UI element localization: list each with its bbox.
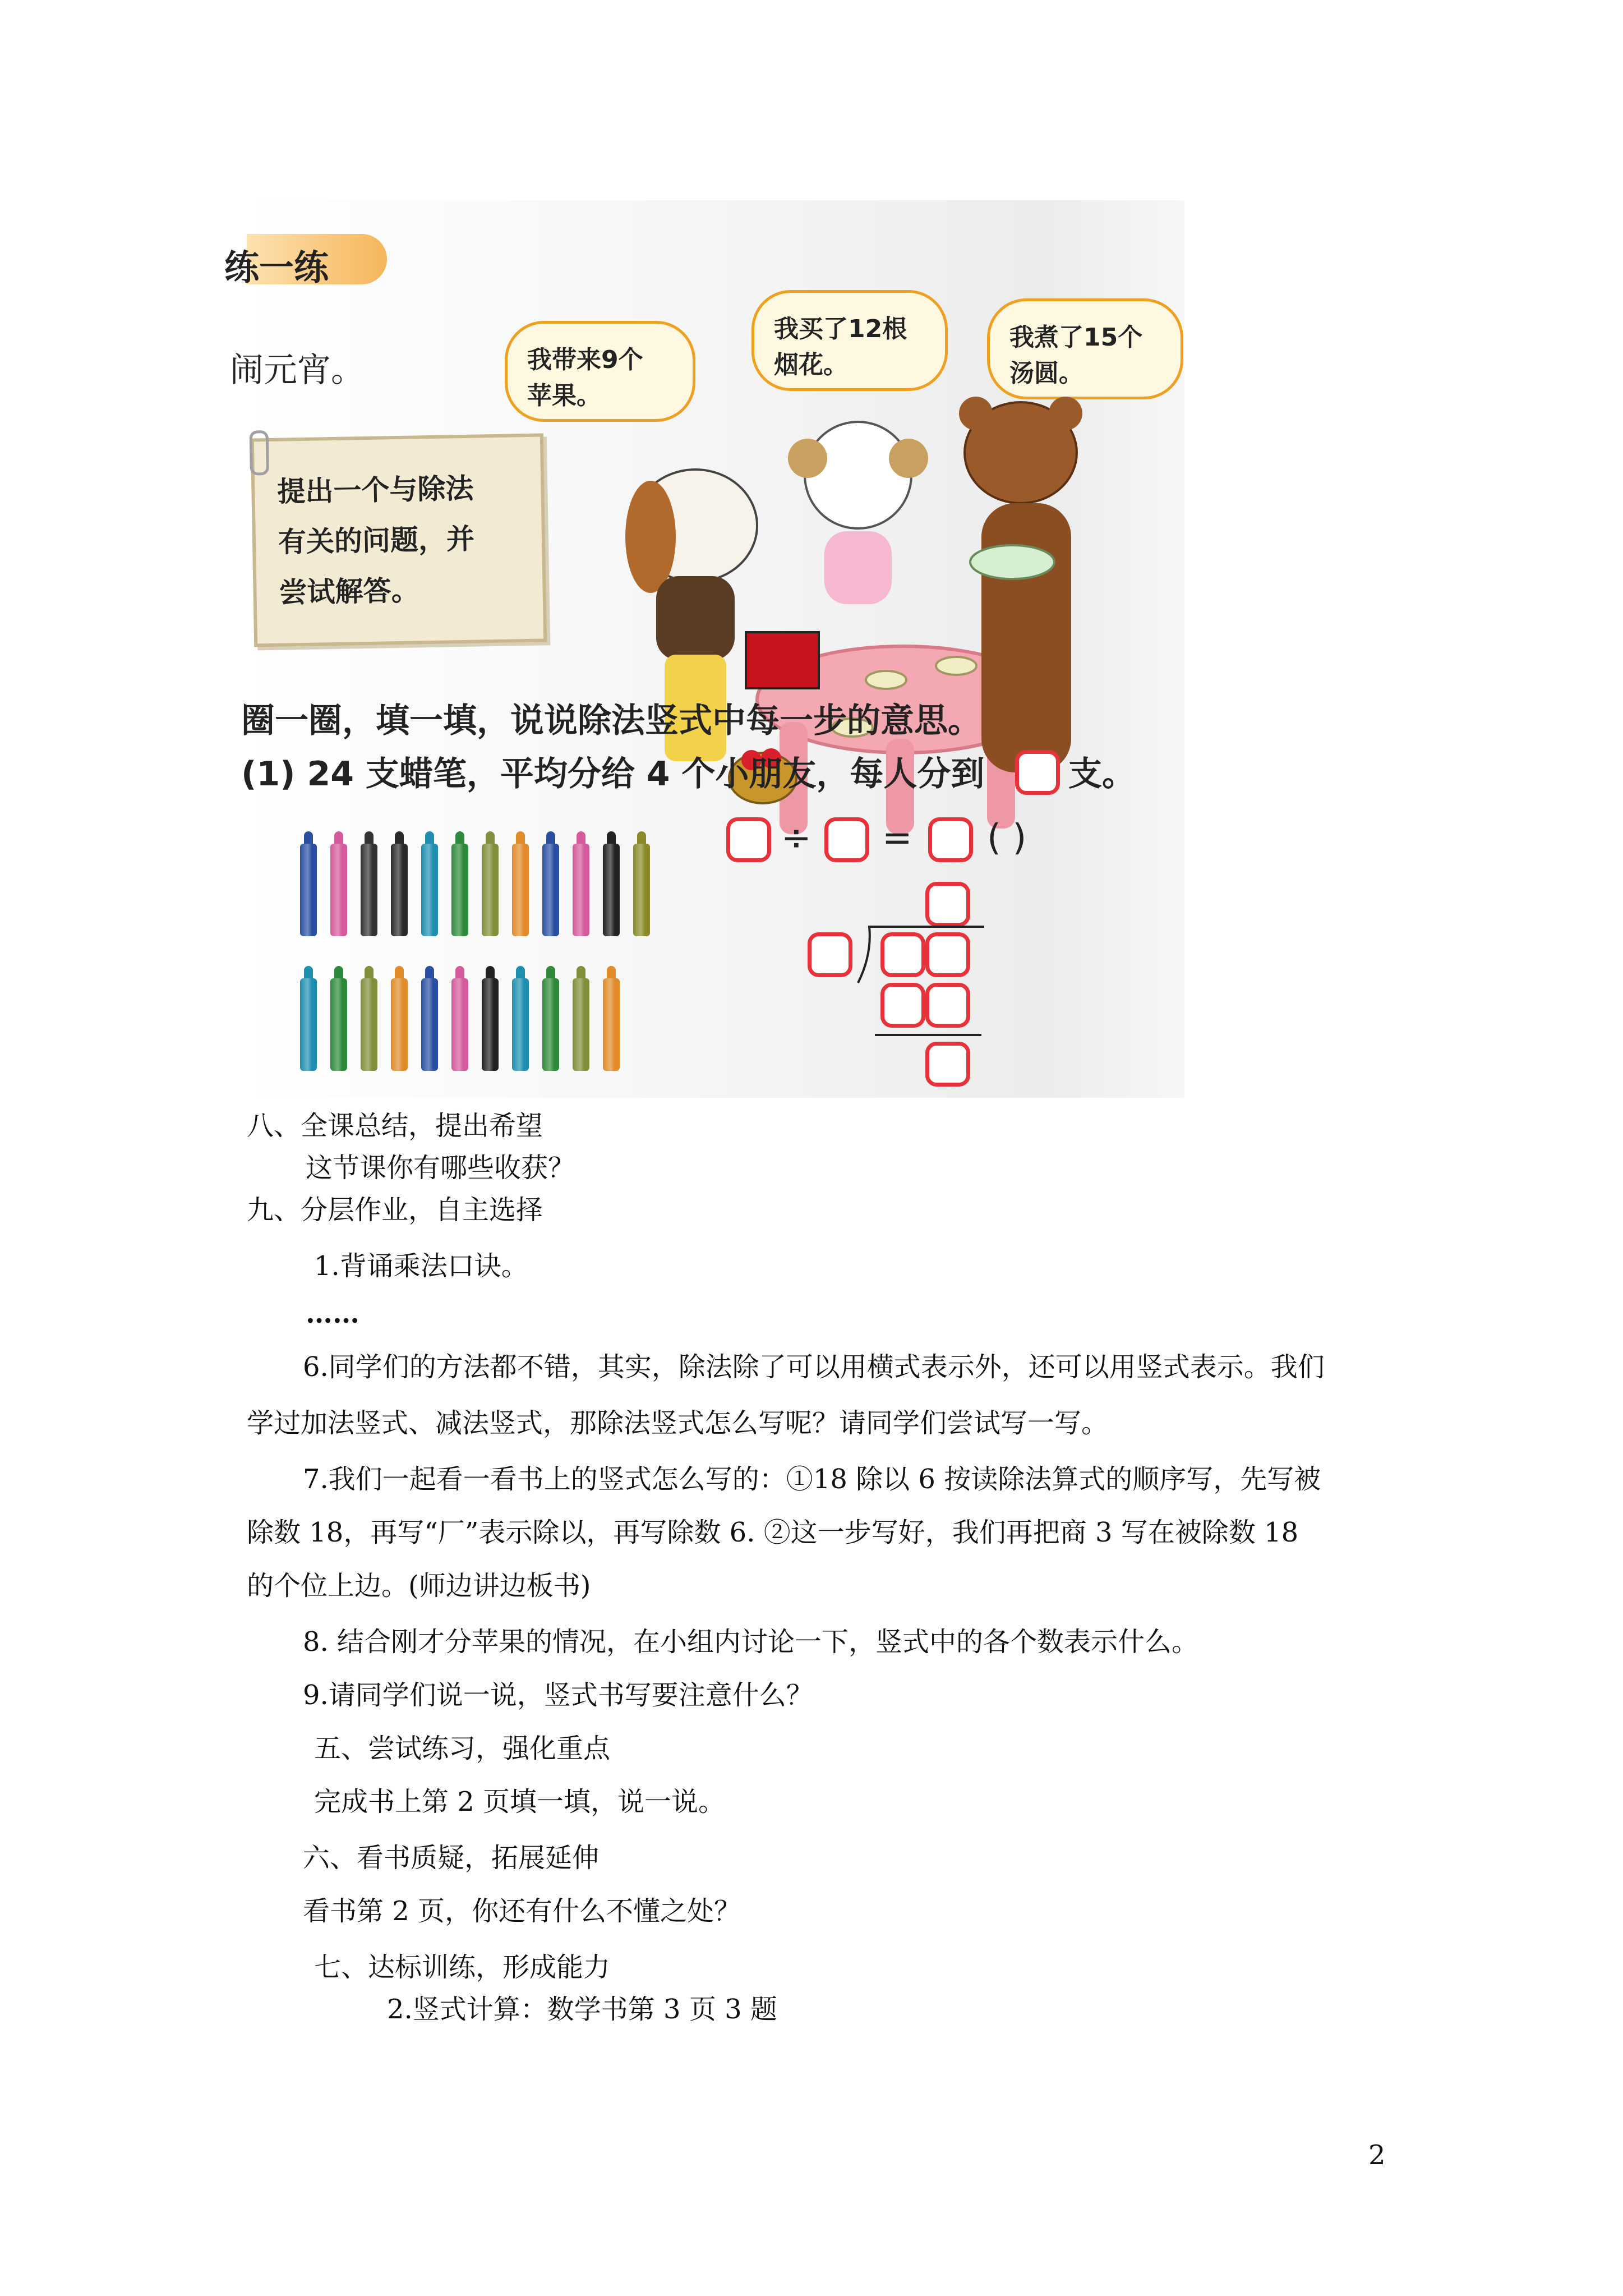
section-seven-item: 2.竖式计算：数学书第 3 页 3 题	[387, 1994, 777, 2025]
bear-bubble-line-1: 我煮了15个	[1009, 323, 1143, 352]
quotient-box[interactable]	[928, 817, 973, 862]
crayon	[603, 978, 620, 1071]
paragraph-6-line-2: 学过加法竖式、减法竖式，那除法竖式怎么写呢？请同学们尝试写一写。	[247, 1407, 1109, 1439]
paragraph-7-line-2: 除数 18，再写“厂”表示除以，再写除数 6. ②这一步写好，我们再把商 3 写在被除数 18	[247, 1517, 1299, 1548]
crayon	[542, 844, 559, 936]
crayon	[512, 978, 529, 1071]
sheep-horn-left	[788, 439, 827, 478]
section-five-text: 完成书上第 2 页填一填，说一说。	[314, 1786, 726, 1818]
sheep-speech-bubble	[751, 290, 948, 391]
divide-sign: ÷	[781, 817, 811, 859]
firework-box	[746, 632, 819, 688]
note-line-1: 提出一个与除法	[276, 472, 474, 508]
equals-sign: =	[882, 817, 912, 859]
crayon	[391, 978, 408, 1071]
dog-bubble-line-2: 苹果。	[527, 381, 601, 410]
tangyuan-bowl	[970, 545, 1054, 579]
product-ones-box[interactable]	[925, 983, 970, 1028]
section-eight-heading: 八、全课总结，提出希望	[247, 1110, 543, 1142]
long-division-divisor-box[interactable]	[808, 932, 852, 977]
crayon-row-2	[300, 966, 637, 1073]
problem-unit: 支。	[1068, 754, 1136, 794]
ellipsis: ……	[306, 1298, 359, 1329]
crayon	[330, 844, 347, 936]
product-tens-box[interactable]	[880, 983, 925, 1028]
paperclip-icon	[250, 430, 269, 476]
bear-ear-right	[1049, 397, 1082, 430]
bear-speech-bubble	[987, 298, 1183, 399]
bear-body	[981, 503, 1071, 772]
dividend-box[interactable]	[726, 817, 771, 862]
dog-bubble-line-1: 我带来9个	[527, 346, 643, 374]
crayon	[330, 978, 347, 1071]
bowl-2	[936, 657, 976, 675]
crayon	[361, 844, 377, 936]
question-note	[251, 433, 547, 647]
crayon	[573, 978, 589, 1071]
crayon	[512, 844, 529, 936]
divisor-box[interactable]	[824, 817, 869, 862]
sheep-horn-right	[889, 439, 928, 478]
crayon	[451, 978, 468, 1071]
paragraph-7-line-1: 7.我们一起看一看书上的竖式怎么写的：①18 除以 6 按读除法算式的顺序写，先写被	[303, 1464, 1321, 1495]
note-line-3: 尝试解答。	[279, 574, 420, 609]
crayon	[451, 844, 468, 936]
remainder-box[interactable]	[925, 1042, 970, 1087]
dog-ear	[625, 481, 676, 593]
unit-paren: ( )	[987, 817, 1027, 859]
bowl-1	[866, 671, 906, 689]
sheep-bubble-line-2: 烟花。	[774, 351, 848, 379]
homework-item-1: 1.背诵乘法口诀。	[314, 1250, 528, 1282]
answer-box[interactable]	[1015, 750, 1060, 795]
crayon	[603, 844, 620, 936]
crayon	[573, 844, 589, 936]
dividend-tens-box[interactable]	[880, 932, 925, 977]
sheep-body	[824, 531, 892, 604]
crayon	[482, 978, 499, 1071]
paragraph-6-line-1: 6.同学们的方法都不错，其实，除法除了可以用横式表示外，还可以用竖式表示。我们	[303, 1351, 1325, 1383]
dividend-ones-box[interactable]	[925, 932, 970, 977]
section-six-heading: 六、看书质疑，拓展延伸	[303, 1842, 600, 1874]
page-number: 2	[1368, 2139, 1386, 2171]
paragraph-8: 8. 结合刚才分苹果的情况，在小组内讨论一下，竖式中的各个数表示什么。	[303, 1626, 1199, 1658]
crayon	[482, 844, 499, 936]
long-division-quotient-box[interactable]	[925, 882, 970, 927]
paragraph-9: 9.请同学们说一说，竖式书写要注意什么？	[303, 1680, 813, 1711]
section-seven-heading: 七、达标训练，形成能力	[314, 1952, 611, 1983]
bear-bubble-line-2: 汤圆。	[1009, 359, 1083, 388]
crayon	[421, 978, 438, 1071]
crayon	[361, 978, 377, 1071]
note-line-2: 有关的问题，并	[278, 522, 475, 559]
bear-ear-left	[959, 397, 993, 430]
crayon-row-1	[300, 831, 637, 938]
crayon	[633, 844, 650, 936]
section-eight-question: 这节课你有哪些收获？	[306, 1152, 575, 1184]
topic-text: 闹元宵。	[230, 351, 365, 390]
crayon	[300, 978, 317, 1071]
instruction-text: 圈一圈，填一填，说说除法竖式中每一步的意思。	[241, 701, 981, 740]
subtraction-line	[875, 1034, 981, 1036]
sheep-head	[805, 422, 911, 528]
section-five-heading: 五、尝试练习，强化重点	[314, 1733, 611, 1764]
practice-header-label: 练一练	[224, 247, 329, 288]
section-nine-heading: 九、分层作业，自主选择	[247, 1194, 543, 1226]
crayon	[300, 844, 317, 936]
sheep-bubble-line-1: 我买了12根	[774, 315, 907, 343]
dog-body	[656, 576, 735, 660]
paragraph-7-line-3: 的个位上边。(师边讲边板书)	[247, 1570, 591, 1602]
textbook-figure	[224, 200, 1184, 1098]
crayon	[391, 844, 408, 936]
crayon	[421, 844, 438, 936]
problem-text: (1) 24 支蜡笔，平均分给 4 个小朋友，每人分到	[241, 754, 985, 794]
crayon	[542, 978, 559, 1071]
section-six-text: 看书第 2 页，你还有什么不懂之处？	[303, 1895, 741, 1927]
